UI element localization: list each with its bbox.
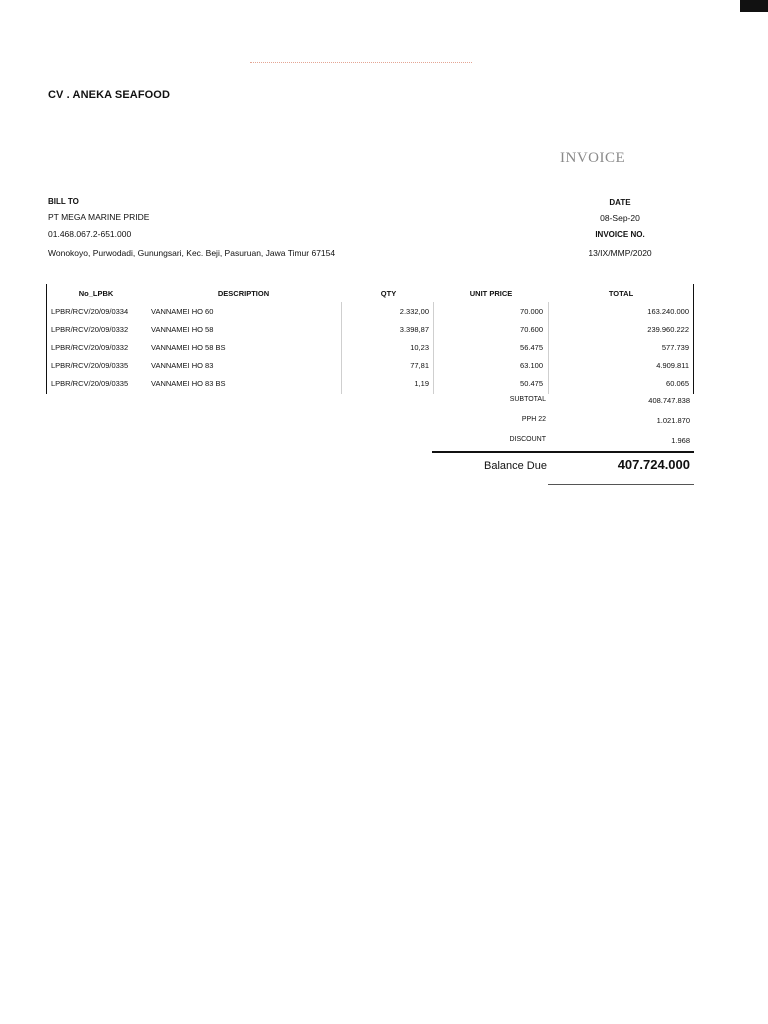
invoice-title: INVOICE	[560, 150, 626, 166]
header-description: DESCRIPTION	[217, 289, 270, 298]
invoice-no-value: 13/IX/MMP/2020	[588, 248, 652, 258]
discount-label: DISCOUNT	[509, 436, 546, 443]
cell-description: VANNAMEI HO 83 BS	[151, 379, 226, 388]
cell-total: 239.960.222	[647, 325, 689, 334]
cell-lpbk: LPBR/RCV/20/09/0335	[51, 379, 129, 388]
corner-mark	[740, 0, 768, 12]
cell-unit-price: 63.100	[520, 361, 543, 370]
balance-due-value: 407.724.000	[617, 457, 690, 472]
cell-total: 60.065	[666, 379, 689, 388]
balance-top-rule	[432, 451, 694, 453]
pph-value: 1.021.870	[656, 416, 690, 425]
cell-unit-price: 50.475	[520, 379, 543, 388]
header-divider	[250, 62, 472, 63]
cell-unit-price: 56.475	[520, 343, 543, 352]
cell-qty: 10,23	[410, 343, 429, 352]
company-name: CV . ANEKA SEAFOOD	[48, 89, 170, 101]
table-row	[46, 376, 694, 394]
table-row	[46, 340, 694, 358]
cell-total: 577.739	[661, 343, 689, 352]
cell-lpbk: LPBR/RCV/20/09/0335	[51, 361, 129, 370]
cell-total: 4.909.811	[656, 361, 689, 370]
header-no-lpbk: No_LPBK	[78, 289, 114, 298]
cell-qty: 1,19	[414, 379, 429, 388]
cell-description: VANNAMEI HO 83	[151, 361, 214, 370]
cell-description: VANNAMEI HO 58	[151, 325, 214, 334]
bill-to-tax-id: 01.468.067.2-651.000	[48, 229, 132, 239]
items-table	[46, 284, 694, 394]
balance-bottom-rule	[548, 484, 694, 485]
bill-to-address: Wonokoyo, Purwodadi, Gunungsari, Kec. Beji, Pasuruan, Jawa Timur 67154	[48, 248, 336, 258]
bill-to-label: BILL TO	[48, 197, 79, 206]
table-row	[46, 322, 694, 340]
header-unit-price: UNIT PRICE	[469, 289, 513, 298]
subtotal-value: 408.747.838	[648, 396, 690, 405]
discount-value: 1.968	[671, 436, 690, 445]
date-label: DATE	[609, 198, 631, 207]
cell-lpbk: LPBR/RCV/20/09/0332	[51, 343, 129, 352]
cell-qty: 3.398,87	[399, 325, 429, 334]
cell-unit-price: 70.600	[520, 325, 543, 334]
table-row	[46, 304, 694, 322]
cell-description: VANNAMEI HO 60	[151, 307, 214, 316]
cell-lpbk: LPBR/RCV/20/09/0334	[51, 307, 129, 316]
cell-qty: 2.332,00	[399, 307, 429, 316]
cell-description: VANNAMEI HO 58 BS	[151, 343, 226, 352]
table-row	[46, 358, 694, 376]
cell-lpbk: LPBR/RCV/20/09/0332	[51, 325, 129, 334]
balance-due-label: Balance Due	[484, 460, 547, 472]
header-total: TOTAL	[608, 289, 634, 298]
cell-total: 163.240.000	[647, 307, 689, 316]
header-qty: QTY	[380, 289, 397, 298]
bill-to-name: PT MEGA MARINE PRIDE	[48, 212, 150, 222]
invoice-no-label: INVOICE NO.	[595, 230, 645, 239]
cell-qty: 77,81	[410, 361, 429, 370]
cell-unit-price: 70.000	[520, 307, 543, 316]
subtotal-label: SUBTOTAL	[509, 396, 546, 403]
date-value: 08-Sep-20	[600, 213, 640, 223]
pph-label: PPH 22	[521, 416, 546, 423]
